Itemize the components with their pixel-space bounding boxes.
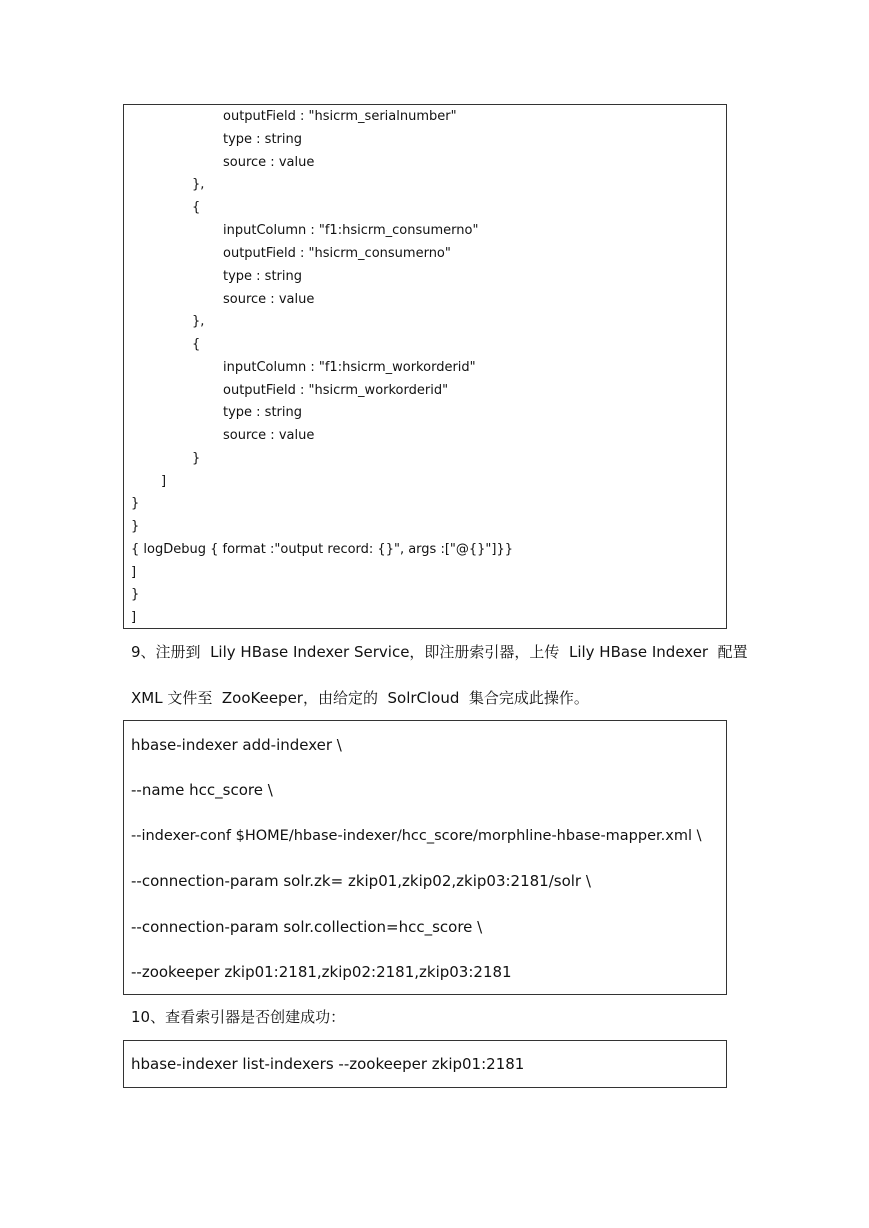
code-line: }, — [192, 177, 205, 192]
step9-line2: XML 文件至 ZooKeeper，由给定的 SolrCloud 集合完成此操作。 — [131, 689, 589, 707]
command-line: hbase-indexer list-indexers --zookeeper zkip01:2181 — [131, 1055, 525, 1073]
step10-text: 10、查看索引器是否创建成功： — [131, 1008, 346, 1026]
code-line: outputField : "hsicrm_serialnumber" — [223, 109, 457, 124]
code-line: ] — [161, 474, 167, 489]
command-line: hbase-indexer add-indexer \ — [131, 736, 342, 754]
code-line: } — [131, 519, 140, 534]
list-indexers-command-block — [123, 1040, 727, 1088]
step9-line1: 9、注册到 Lily HBase Indexer Service，即注册索引器，上传 Lily HBase Indexer 配置 — [131, 643, 748, 661]
code-line: } — [192, 451, 201, 466]
code-line: inputColumn : "f1:hsicrm_workorderid" — [223, 360, 476, 375]
command-line: --indexer-conf $HOME/hbase-indexer/hcc_score/morphline-hbase-mapper.xml \ — [131, 828, 702, 844]
code-line: outputField : "hsicrm_workorderid" — [223, 383, 449, 398]
code-line: type : string — [223, 269, 303, 284]
code-line: source : value — [223, 428, 315, 443]
code-line: { — [192, 200, 201, 215]
code-line: } — [131, 587, 140, 602]
code-line: type : string — [223, 132, 303, 147]
command-line: --connection-param solr.collection=hcc_score \ — [131, 918, 483, 936]
code-line: inputColumn : "f1:hsicrm_consumerno" — [223, 223, 479, 238]
add-indexer-command-block — [123, 720, 727, 995]
code-line: } — [131, 496, 140, 511]
code-line: }, — [192, 314, 205, 329]
code-line: ] — [131, 610, 137, 625]
config-code-block — [123, 104, 727, 629]
command-line: --name hcc_score \ — [131, 781, 273, 799]
code-line: ] — [131, 565, 137, 580]
code-line: outputField : "hsicrm_consumerno" — [223, 246, 451, 261]
code-line: source : value — [223, 155, 315, 170]
command-line: --connection-param solr.zk= zkip01,zkip02,zkip03:2181/solr \ — [131, 872, 591, 890]
command-line: --zookeeper zkip01:2181,zkip02:2181,zkip03:2181 — [131, 963, 512, 981]
code-line: source : value — [223, 292, 315, 307]
code-line: { logDebug { format :"output record: {}", args :["@{}"]}} — [131, 542, 514, 557]
code-line: { — [192, 337, 201, 352]
code-line: type : string — [223, 405, 303, 420]
